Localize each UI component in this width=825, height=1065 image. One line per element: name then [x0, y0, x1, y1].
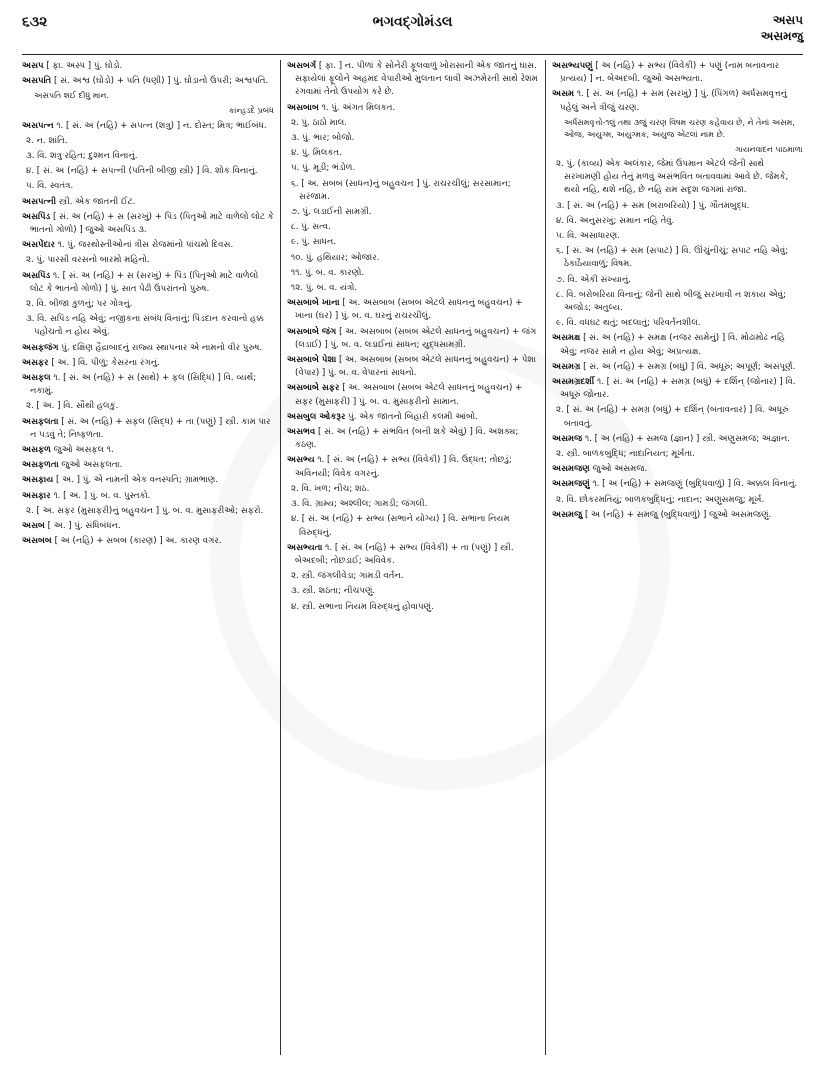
headword: અસમજણું: [552, 479, 590, 490]
definition-text: ૪. પું. મિલકત.: [291, 148, 342, 159]
dictionary-entry: [552, 509, 803, 522]
dictionary-entry: [22, 490, 274, 503]
headword: અસફજંગ: [22, 342, 59, 353]
definition-text: ૭. પું. લડાઈની સામગ્રી.: [291, 207, 372, 218]
definition-text: [ અ. અસબાબ (સબબ એટલે સાધનનું બહુવચન) + ખાના (ઘર) ] પું. બ. વ. ઘરનું રાચરચીલું.: [295, 298, 523, 322]
headword: અસબાબ: [287, 102, 319, 113]
definition-text: [ અ. ] વિ. પીળું; કેસરના રંગનું.: [48, 357, 160, 368]
sense-line: [22, 150, 274, 163]
sense-line: [287, 162, 539, 175]
definition-text: ૪. સ્ત્રી. સભાના નિયમ વિરુદ્ધનું હોવાપણું.: [291, 601, 434, 612]
quotation: અસપતિ શઈ દીધું માન.: [34, 91, 109, 101]
definition-text: ૧. [ અ (નહિ) + સમજણું (બુદ્ધિવાળું) ] વિ. અક્કલ વિનાનું.: [589, 479, 798, 490]
sense-line: [552, 245, 803, 271]
dictionary-entry: [287, 382, 539, 408]
definition-text: ૩. વિ. સપિંડ નહિ એવું; નજીકના સંબંધ વિનાનું; પિંડદાન કરવાનો હક્ક પહોંચતો ન હોય એવું.: [26, 314, 264, 338]
headword: અસભવ: [287, 427, 316, 438]
definition-text: ૨. સ્ત્રી. બાળકબુદ્ધિ; નાદાનિયત; મૂર્ખતા.: [556, 449, 695, 460]
definition-text: ૧. [ સં. અ (નહિ) + સમગ્ર (બધું) + દર્શિન્ (જોનાર) ] વિ. અધૂરું જોનાર.: [560, 377, 796, 401]
dictionary-entry: [22, 196, 274, 209]
headword: અસપતિ: [22, 76, 52, 87]
dictionary-entry: [22, 211, 274, 237]
definition-text: ૭. વિ. એકી સંખ્યાનું.: [556, 274, 631, 285]
definition-text: ૫. પું. મૂડી; ભંડોળ.: [291, 163, 356, 174]
dictionary-entry: [287, 542, 539, 568]
headword: અસમગ્રદર્શી: [552, 377, 595, 388]
sense-line: [287, 147, 539, 160]
column-3: [552, 60, 803, 1055]
column-divider: [280, 60, 281, 1055]
entry-columns: [22, 60, 803, 1055]
definition-text: ૮. વિ. બરોબરિયા વિનાનું; જેની સાથે બીજું સરખાવી ન શકાય એવું; અજોડ; અતુલ્ય.: [556, 289, 786, 314]
dictionary-entry: [22, 416, 274, 442]
definition-text: ૨. વિ. ખળ; નીચ; શઠ.: [291, 483, 370, 494]
definition-text: ૨. [ સં. અ (નહિ) + સમગ્ર (બધું) + દર્શિન્ (બતાવનાર) ] વિ. અધૂરું બતાવતું.: [556, 405, 789, 429]
definition-text: ૧. [ સં. અ (નહિ) + સપત્ન (શત્રુ) ] ન. દોસ્ત; મિત્ર; ભાઈબંધ.: [53, 120, 267, 131]
headword: અસબર્ગ: [287, 61, 317, 71]
sense-line: [287, 585, 539, 598]
headword: અસબુલ ઓકરૂર: [287, 411, 346, 422]
dictionary-entry: [22, 120, 274, 133]
sense-line: [22, 298, 274, 311]
book-title: ભગવદ્ગોમંડલ: [372, 14, 453, 30]
dictionary-entry: [287, 60, 539, 100]
sense-line: [287, 513, 539, 539]
dictionary-entry: [22, 535, 274, 548]
headword: અસફલતા: [22, 416, 59, 427]
definition-text: ૬. [ અ. સબબ (સાધન)નું બહુવચન ] પું. રાચરચીલું; સરસામાન; સરંજામ.: [291, 178, 511, 202]
sense-line: [287, 252, 539, 265]
definition-text: પું. દક્ષિણ હૈદ્રાબાદનું રાજ્ય સ્થાપનાર એ નામનો વીર પુરુષ.: [58, 342, 263, 353]
definition-text: ૩. વિ. ગ્રામ્ય; અશ્લીલ; ગામડી; જંગલી.: [291, 499, 428, 510]
page-header: [22, 12, 803, 50]
definition-text: ૧. [ અ. ] પું. બ. વ. પુસ્તકો.: [50, 490, 151, 501]
definition-text: [ ફા. અસ્પ ] પું. ઘોડો.: [43, 61, 123, 71]
headword: અસમજણ: [552, 464, 590, 475]
definition-text: ૩. વિ. શત્રુ રહિત; દુશ્મન વિનાનું.: [26, 151, 138, 162]
dictionary-entry: [552, 332, 803, 358]
headword: અસમજુ: [552, 509, 583, 520]
definition-text: ૩. પું. ભાર; બોજો.: [291, 133, 355, 144]
definition-text: ૨. પું. પારસી વરસનો બારમો મહિનો.: [26, 255, 150, 266]
headword: અસફાર: [22, 490, 51, 501]
guide-word-first: અસપ: [772, 13, 803, 27]
definition-text: ૧. [ અ (નહિ) + સમજ (જ્ઞાન) ] સ્ત્રી. અણુસમજ; અજ્ઞાન.: [582, 433, 791, 444]
definition-text: [ અ. ] પું. સંધિબંધન.: [44, 521, 121, 532]
definition-text: ૨. વિ. બીજા કુળનું; પર ગોત્રનું.: [26, 299, 133, 310]
headword: અસબ: [22, 521, 45, 532]
sense-line: [552, 404, 803, 430]
headword: અસભ્યપણું: [552, 61, 593, 71]
definition-text: પું. એક જાતનો બિહારી કલમી આંબો.: [345, 411, 478, 422]
dictionary-entry: [287, 297, 539, 323]
dictionary-entry: [22, 357, 274, 370]
dictionary-entry: [552, 60, 803, 86]
sense-line: [552, 230, 803, 243]
headword: અસભ્યતા: [287, 542, 323, 553]
sense-line: [552, 215, 803, 228]
headword: અસબાબે ખાના: [287, 298, 340, 309]
headword: અસબાબે જંગ: [287, 326, 337, 337]
headword: અસબબ: [22, 536, 52, 547]
definition-text: [ સં. અશ્વ (ઘોડો) + પતિ (ધણી) ] પું. ઘોડાનો ઉપરી; અશ્વપતિ.: [51, 76, 269, 87]
definition-text: ૧૨. પું. બ. વ. યંત્રો.: [291, 283, 358, 294]
sense-line: [552, 274, 803, 287]
definition-text: [ સં. અ (નહિ) + સમગ્ર (બધું) ] વિ. અધૂરું; અપૂર્ણ; અસંપૂર્ણ.: [580, 361, 796, 372]
definition-text: ૧. [ સં. અ (નહિ) + સ (સરખું) + પિંડ (પિતૃઓ માટે વાળેલો લોટ કે ભાતનો ગોળો) ] પું. સાત પેઢી ઉપરાંતનો પુરુષ.: [30, 270, 259, 294]
dictionary-entry: [22, 372, 274, 398]
definition-text: ૨. [ અ. ] વિ. સૌથી હલકું.: [26, 401, 119, 412]
definition-text: ૨. ન. શાંતિ.: [26, 135, 68, 146]
definition-text: ૨. પું. ઠાઠો માલ.: [291, 117, 347, 128]
definition-text: [ સં. અ (નહિ) + સ (સરખું) + પિંડ (પિતૃઓ માટે વાળેલો લોટ કે ભાતનો ગોળો) ] જુઓ અસપિંડ ૩.: [30, 211, 274, 236]
sense-line: [552, 494, 803, 507]
definition-text: ૧. [ સં. અ (નહિ) + સભ્ય (વિવેકી) ] વિ. ઉદ્ધત; તોછડું; અવિનયી; વિવેક વગરનું.: [295, 455, 512, 479]
headword: અસમક્ષ: [552, 333, 581, 344]
sense-line: [287, 236, 539, 249]
dictionary-entry: [22, 444, 274, 457]
definition-text: [ અ (નહિ) + સબબ (કારણ) ] અ. કારણ વગર.: [51, 536, 222, 547]
dictionary-entry: [22, 342, 274, 355]
sense-line: [287, 601, 539, 614]
sense-line: [287, 483, 539, 496]
sense-line: [287, 498, 539, 511]
headword: અસફલ: [22, 373, 51, 384]
definition-text: ૧. પું. જરથોસ્તીઓનાં ત્રીસ રોજમાંનો પાંચમો દિવસ.: [54, 240, 234, 251]
headword: અસમજ: [552, 433, 583, 444]
quotation: અર્ધસમવૃત્તો-૧લું તથા ૩જું ચરણ વિષમ ચરણ કહેવાય છે, ને તેનાં અસમ, ઓજ, અયુગ્મ, અયુગ્મક, અયુજ એટલાં નામ છે.: [564, 117, 795, 139]
sense-line: [22, 400, 274, 413]
definition-text: ૯. વિ. વધઘટ થતું; બદલાતું; પરિવર્તનશીલ.: [556, 318, 701, 329]
definition-text: ૪. વિ. અનુસરખું; સમાન નહિ તેવું.: [556, 215, 675, 226]
dictionary-entry: [552, 433, 803, 446]
definition-text: ૧. પું. અંગત મિલકત.: [318, 102, 396, 113]
headword: અસપિંડ: [22, 270, 51, 281]
definition-text: ૧. [ સં. અ (નહિ) + સભ્ય (વિવેકી) + તા (પણું) ] સ્ત્રી. બેઅદબી; તોછડાઈ; અવિવેક.: [295, 542, 514, 566]
headword: અસપ: [22, 61, 44, 71]
headword: અસફળ: [22, 445, 51, 456]
dictionary-entry: [287, 102, 539, 115]
headword: અસપત્ની: [22, 196, 57, 207]
dictionary-entry: [287, 454, 539, 480]
column-2: [287, 60, 539, 1055]
dictionary-entry: [22, 60, 274, 73]
definition-text: ૪. [ સં. અ (નહિ) + સભ્ય (સભાને યોગ્ય) ] વિ. સભાના નિયમ વિરુદ્ધનું.: [291, 514, 510, 538]
headword: અસબાબે સફર: [287, 383, 340, 394]
dictionary-entry: [552, 361, 803, 374]
definition-text: [ સં. અ (નહિ) + સફલ (સિદ્ધ) + તા (પણું) ] સ્ત્રી. કામ પાર ન પડવું તે; નિષ્ફળતા.: [30, 416, 271, 440]
definition-text: ૫. વિ. સ્વતંત્ર.: [26, 181, 74, 192]
sense-line: [552, 317, 803, 330]
sense-line: [552, 289, 803, 315]
column-divider: [545, 60, 546, 1055]
definition-text: સ્ત્રી. એક જાતની ઈંટ.: [56, 196, 136, 207]
citation-source: કાન્હડદે પ્રબંધ: [228, 106, 274, 116]
definition-text: ૨. વિ. છોકરમતિયું; બાળકબુદ્ધિનું; નાદાન; અણુસમજુ; મૂર્ખ.: [556, 494, 765, 505]
definition-text: જુઓ અસમજ.: [589, 464, 648, 475]
definition-text: ૨. [ અ. સફર (મુસાફરી)નું બહુવચન ] પું. બ. વ. મુસાફરીઓ; સફરો.: [26, 505, 264, 516]
headword: અસફળતા: [22, 460, 59, 471]
header-rule: [22, 54, 803, 55]
page-number: ૬૩૨: [22, 14, 48, 30]
dictionary-entry: [22, 520, 274, 533]
sense-line: [287, 282, 539, 295]
dictionary-entry: [22, 459, 274, 472]
headword: અસમ: [552, 89, 575, 100]
sense-line: [287, 570, 539, 583]
headword: અસબાબે પેશા: [287, 355, 337, 366]
column-1: [22, 60, 274, 1055]
headword: અસપત્ન: [22, 120, 54, 131]
sense-line: [287, 117, 539, 130]
dictionary-entry: [552, 376, 803, 402]
definition-text: ૨. પું. (કાવ્ય) એક અલંકાર, જેમાં ઉપમાન એટલે જેની સાથે સરખામણી હોય તેનું મળવું અસંભવિત બતાવવામાં આવે છે. જેમકે, થયો નહિ, થશે નહિ, છે નહિ રામ સદૃશ જગમાં રાજા.: [556, 159, 789, 196]
sense-line: [22, 135, 274, 148]
headword: અસફાય: [22, 475, 54, 486]
dictionary-entry: [22, 474, 274, 487]
sense-line: [287, 206, 539, 219]
sense-line: [287, 267, 539, 280]
definition-text: [ સં. અ (નહિ) + સંભવિત (બની શકે એવું) ] વિ. અશક્ય; કઠણ.: [295, 427, 519, 451]
definition-text: ૮. પું. સત્વ.: [291, 222, 331, 233]
sense-line: [552, 158, 803, 198]
definition-text: ૪. [ સં. અ (નહિ) + સપત્ની (પતિની બીજી સ્ત્રી) ] વિ. શોક વિનાનું.: [26, 166, 258, 177]
definition-text: ૫. વિ. અસાધારણ.: [556, 231, 620, 242]
definition-text: ૧. [ સં. અ (નહિ) + સ (સાથે) + ફલ (સિદ્ધિ) ] વિ. વ્યર્થ; નકામું.: [30, 373, 257, 397]
dictionary-entry: [287, 326, 539, 352]
definition-text: [ અ. અસબાબ (સબબ એટલે સાધનનું બહુવચન) + જંગ (લડાઈ) ] પું. બ. વ. લડાઈનાં સાધન; યુદ્ધસામગ્રી.: [295, 326, 537, 350]
dictionary-entry: [22, 75, 274, 88]
definition-text: [ સં. અ (નહિ) + સમક્ષ (નજર સામેનું) ] વિ. મોઢામોઢ નહિ એવું; નજર સામે ન હોય એવું; અપ્રત્યક્ષ.: [560, 333, 785, 357]
definition-text: ૨. સ્ત્રી. જંગલીવેડા; ગામડી વર્તન.: [291, 571, 404, 582]
dictionary-entry: [287, 426, 539, 452]
sense-line: [287, 221, 539, 234]
sense-line: [22, 505, 274, 518]
dictionary-entry: [287, 411, 539, 424]
definition-text: જુઓ અસફલ ૧.: [50, 445, 114, 456]
definition-text: [ અ. અસબાબ (સબબ એટલે સાધનનું બહુવચન) + સફર (મુસાફરી) ] પું. બ. વ. મુસાફરીનો સામાન.: [295, 383, 523, 407]
definition-text: ૧૧. પું. બ. વ. કારણો.: [291, 267, 365, 278]
definition-text: ૩. [ સં. અ (નહિ) + સમ (બરાબરિયો) ] પું. ગૌતમબુદ્ધ.: [556, 200, 750, 211]
sense-line: [287, 178, 539, 204]
headword: અસપિંડ: [22, 211, 51, 222]
headword: અસફર: [22, 357, 49, 368]
dictionary-entry: [287, 354, 539, 380]
definition-text: [ અ. અસબાબ (સબબ એટલે સાધનનું બહુવચન) + પેશા (વેપાર) ] પું. બ. વ. વેપારનાં સાધનો.: [295, 355, 537, 379]
dictionary-entry: [552, 463, 803, 476]
headword: અસપેંદાર: [22, 240, 55, 251]
sense-line: [552, 200, 803, 213]
definition-text: ૧. [ સં. અ (નહિ) + સમ (સરખું) ] પું. (પિંગળ) અર્ધસમવૃત્તનું પહેલું અને ત્રીજું ચરણ.: [560, 89, 787, 113]
sense-line: [22, 180, 274, 193]
dictionary-entry: [22, 270, 274, 296]
sense-line: [552, 448, 803, 461]
guide-words: [761, 12, 803, 44]
dictionary-entry: [552, 478, 803, 491]
dictionary-entry: [22, 239, 274, 252]
citation-source: ગાયનવાદન પાઠમાળા: [735, 144, 803, 154]
guide-word-last: અસમજુ: [760, 29, 803, 43]
dictionary-entry: [552, 88, 803, 114]
definition-text: જુઓ અસફલતા.: [58, 460, 123, 471]
definition-text: ૯. પું. સાધન.: [291, 237, 336, 248]
definition-text: ૩. સ્ત્રી. શઠતા; નીચપણું.: [291, 586, 376, 597]
definition-text: [ અ (નહિ) + સભ્ય (વિવેકી) + પણું (નામ બનાવનાર પ્રત્યય) ] ન. બેઅદબી. જુઓ અસભ્યતા.: [560, 61, 780, 85]
sense-line: [22, 254, 274, 267]
sense-line: [22, 165, 274, 178]
headword: અસમગ્ર: [552, 361, 581, 372]
sense-line: [287, 132, 539, 145]
headword: અસભ્ય: [287, 455, 315, 466]
definition-text: ૧૦. પું. હથિયાર; ઓજાર.: [291, 252, 380, 263]
definition-text: [ ફા. ] ન. પીળાં કે સોનેરી ફૂલવાળું ખોરાસાની એક જાતનું ઘાસ. સફાયેલાં ફૂલોને અહમદ વેપારીઓ મુલતાન લાવી અઝમેરતી સાથે રેશમ રંગવામાં તેનો ઉપયોગ કરે છે.: [295, 61, 538, 98]
definition-text: [ અ. ] પું. એ નામની એક વનસ્પતિ; ગ્રામભાણ.: [53, 475, 219, 486]
definition-text: [ અ (નહિ) + સમજુ (બુદ્ધિવાળું) ] જુઓ અસમજણું.: [582, 509, 772, 520]
definition-text: ૬. [ સં. અ (નહિ) + સમ (સપાટ) ] વિ. ઊંચુંનીચું; સપાટ નહિ એવું; ઠેકાઠૈયાવાળું; વિષમ.: [556, 246, 789, 270]
sense-line: [22, 313, 274, 339]
